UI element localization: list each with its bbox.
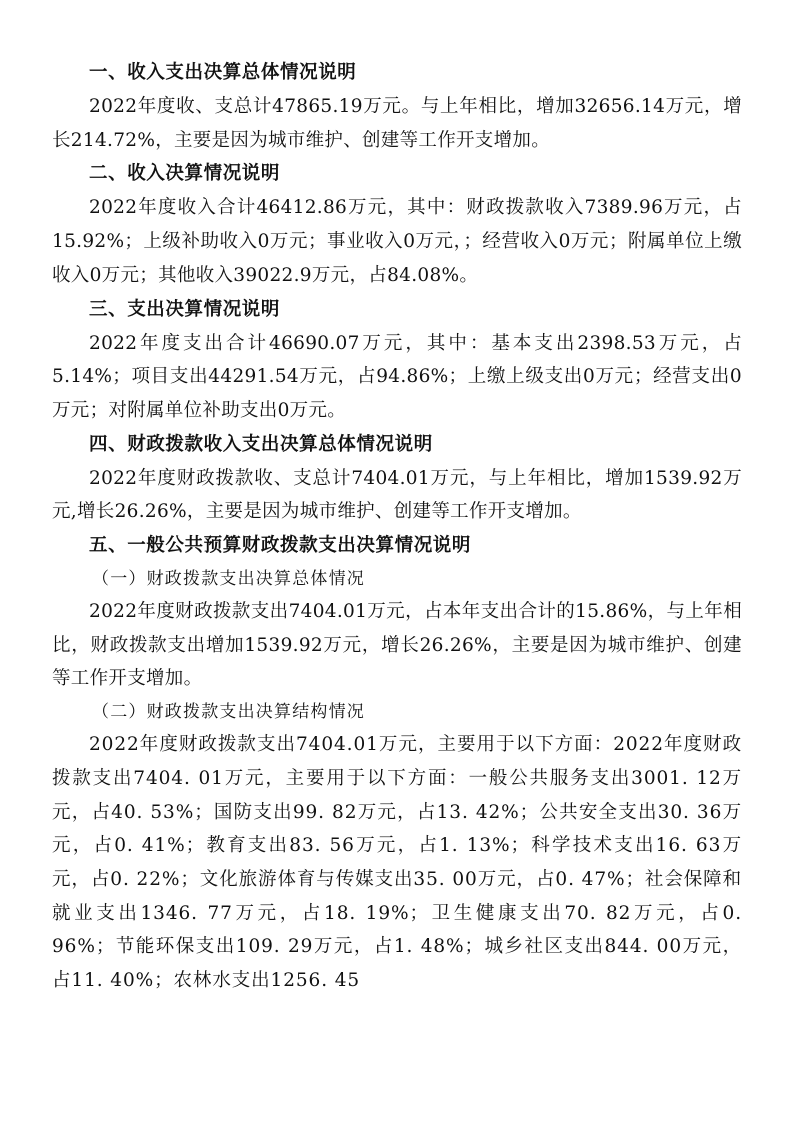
subsection-heading-5-1: （一）财政拨款支出决算总体情况 [92, 569, 365, 590]
subsection-body-5-1: 2022年度财政拨款支出7404.01万元，占本年支出合计的15.86%，与上年相比，财政拨款支出增加1539.92万元，增长26.26%，主要是因为城市维护、创建等工作开支增加。 [52, 601, 742, 690]
subsection-heading-5-2: （二）财政拨款支出决算结构情况 [92, 702, 365, 723]
section-body-1: 2022年度收、支总计47865.19万元。与上年相比，增加32656.14万元，增长214.72%，主要是因为城市维护、创建等工作开支增加。 [52, 96, 742, 151]
section-body-3: 2022年度支出合计46690.07万元，其中：基本支出2398.53万元，占5.14%；项目支出44291.54万元，占94.86%；上缴上级支出0万元；经营支出0万元；对附属单位补助支出0万元。 [52, 332, 742, 421]
document-content [52, 56, 742, 998]
section-heading-3: 三、支出决算情况说明 [89, 298, 281, 320]
section-heading-5: 五、一般公共预算财政拨款支出决算情况说明 [89, 535, 472, 557]
section-heading-1: 一、收入支出决算总体情况说明 [89, 62, 357, 83]
section-heading-4: 四、财政拨款收入支出决算总体情况说明 [89, 433, 433, 455]
section-heading-2: 二、收入决算情况说明 [89, 163, 281, 185]
section-body-2: 2022年度收入合计46412.86万元，其中：财政拨款收入7389.96万元，占15.92%；上级补助收入0万元；事业收入0万元，；经营收入0万元；附属单位上缴收入0万元；其他收入39022.9万元，占84.08%。 [52, 197, 742, 286]
section-body-4: 2022年度财政拨款收、支总计7404.01万元，与上年相比，增加1539.92万元,增长26.26%，主要是因为城市维护、创建等工作开支增加。 [52, 467, 742, 523]
subsection-body-5-2: 2022年度财政拨款支出7404.01万元，主要用于以下方面：2022年度财政拨款支出7404. 01万元，主要用于以下方面：一般公共服务支出3001. 12万元，占40. 53%；国防支出99. 82万元，占13. 42%；公共安全支出30. 36万元，占0. 41%；教育支出83. 56万元，占1. 13%；科学技术支出16. 63万元，占0. 22%；文化旅游体育与传媒支出35. 00万元，占0. 47%；社会保障和就业支出1346. 77万元，占18. 19%；卫生健康支出70. 82万元，占0. 96%；节能环保支出109. 29万元，占1. 48%；城乡社区支出844. 00万元，占11. 40%；农林水支出1256. 45 [52, 734, 742, 992]
